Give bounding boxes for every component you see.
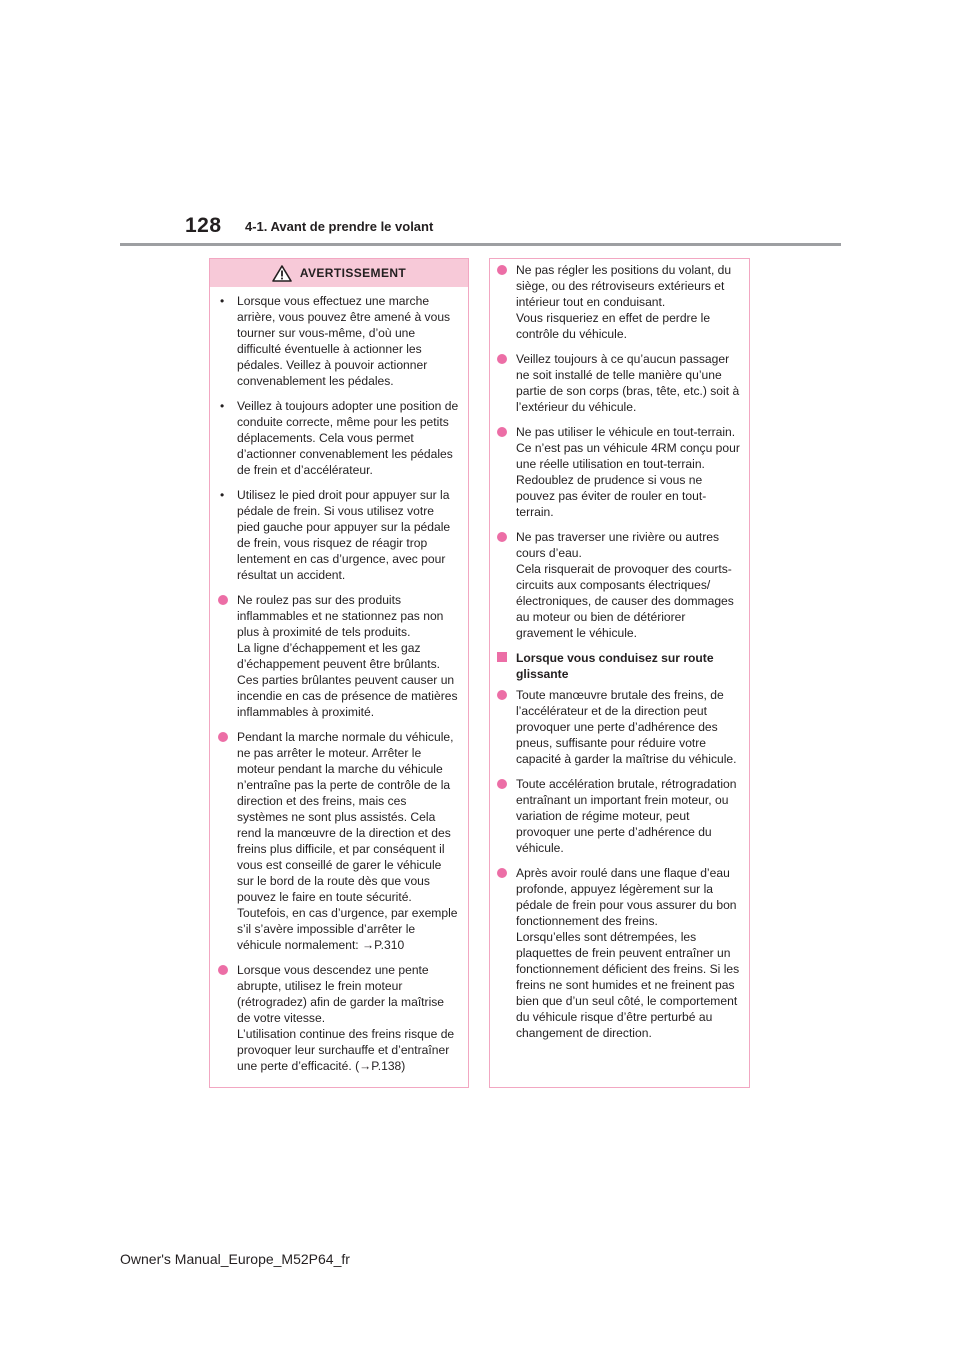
- list-item: [218, 962, 460, 1074]
- item-text: Après avoir roulé dans une flaque d’eau profonde, appuyez légèrement sur la pédale de frein pour vous assurer du bon fonctionnement des freins. Lorsqu’elles sont détrempées, les plaquettes de frein peuvent entraîner un fonctionnement déficient des freins. Si les freins ne sont humides et ne freinent pas bien que d’un seul côté, le comportement du véhicule risque d’être perturbé au changement de direction.: [516, 866, 740, 1040]
- warning-box-right: [489, 258, 750, 1088]
- list-item: [218, 487, 460, 583]
- circle-bullet-icon: [497, 354, 507, 364]
- item-text: Lorsque vous conduisez sur route glissante: [516, 651, 714, 681]
- circle-bullet-icon: [497, 690, 507, 700]
- list-item: [497, 687, 741, 767]
- right-item-list: [490, 259, 749, 1041]
- list-item: [497, 351, 741, 415]
- item-text: Pendant la marche normale du véhicule, ne pas arrêter le moteur. Arrêter le moteur pendant la marche du véhicule n’entraîne pas la perte de contrôle de la direction et des freins, mais ces systèmes ne sont plus assistés. Cela rend la manœuvre de la direction et des freins plus difficile, et par conséquent il vous est conseillé de garer le véhicule sur le bord de la route dès que vous pouvez le faire en toute sécurité. Toutefois, en cas d’urgence, par exemple s’il s’avère impossible d’arrêter le véhicule normalement: →P.310: [237, 730, 458, 952]
- bullet-icon: •: [220, 399, 225, 413]
- item-text: Veillez toujours à ce qu’aucun passager ne soit installé de telle manière qu’une partie de son corps (bras, tête, etc.) soit à l’extérieur du véhicule.: [516, 352, 740, 414]
- warning-triangle-icon: [272, 265, 292, 282]
- circle-bullet-icon: [218, 595, 228, 605]
- item-text: Lorsque vous descendez une pente abrupte, utilisez le frein moteur (rétrogradez) afin de garder la maîtrise de votre vitesse. L’utilisation continue des freins risque de provoquer leur surchauffe et d’entraîner une perte d’efficacité. (→P.138): [237, 963, 455, 1073]
- list-item: [497, 865, 741, 1041]
- item-text: Ne pas utiliser le véhicule en tout-terrain. Ce n’est pas un véhicule 4RM conçu pour une réelle utilisation en tout-terrain. Redoublez de prudence si vous ne pouvez pas éviter de rouler en tout-terrain.: [516, 425, 740, 519]
- circle-bullet-icon: [497, 868, 507, 878]
- circle-bullet-icon: [497, 779, 507, 789]
- list-item: [218, 729, 460, 953]
- circle-bullet-icon: [497, 265, 507, 275]
- square-bullet-icon: [497, 652, 507, 662]
- circle-bullet-icon: [218, 965, 228, 975]
- item-text: Veillez à toujours adopter une position de conduite correcte, même pour les petits déplacements. Cela vous permet d’actionner convenablement les pédales de frein et d’accélérateur.: [237, 399, 459, 477]
- item-text: Lorsque vous effectuez une marche arrière, vous pouvez être amené à vous tourner sur vous-même, d’où une difficulté éventuelle à actionner les pédales. Veillez à pouvoir actionner convenablement les pédales.: [237, 294, 451, 388]
- warning-title: AVERTISSEMENT: [299, 266, 407, 280]
- list-item: [218, 592, 460, 720]
- list-item: [497, 424, 741, 520]
- bullet-icon: •: [220, 488, 225, 502]
- warning-box-left: [209, 258, 469, 1088]
- circle-bullet-icon: [497, 427, 507, 437]
- list-item: [218, 398, 460, 478]
- list-item: [497, 776, 741, 856]
- item-text: Toute accélération brutale, rétrogradation entraînant un important frein moteur, ou variation de régime moteur, peut provoquer une perte d’adhérence du véhicule.: [516, 777, 737, 855]
- bullet-icon: •: [220, 294, 225, 308]
- circle-bullet-icon: [497, 532, 507, 542]
- page-number: 128: [185, 214, 222, 237]
- item-text: Toute manœuvre brutale des freins, de l’accélérateur et de la direction peut provoquer une perte d’adhérence des pneus, suffisante pour réduire votre capacité à garder la maîtrise du véhicule.: [516, 688, 737, 766]
- header-rule: [120, 243, 841, 246]
- item-text: Utilisez le pied droit pour appuyer sur la pédale de frein. Si vous utilisez votre pied gauche pour appuyer sur la pédale de frein, vous risquez de réagir trop lentement en cas d’urgence, avec pour résultat un accident.: [237, 488, 451, 582]
- list-item: [497, 529, 741, 641]
- footer-text: Owner's Manual_Europe_M52P64_fr: [120, 1251, 350, 1267]
- list-item: [218, 293, 460, 389]
- warning-header: [210, 259, 468, 287]
- item-text: Ne pas traverser une rivière ou autres cours d’eau. Cela risquerait de provoquer des courts-circuits aux composants électriques/électroniques, de causer des dommages au moteur ou bien de détériorer gravement le véhicule.: [516, 530, 734, 640]
- circle-bullet-icon: [218, 732, 228, 742]
- section-title: 4-1. Avant de prendre le volant: [245, 219, 434, 234]
- item-text: Ne roulez pas sur des produits inflammables et ne stationnez pas non plus à proximité de tels produits. La ligne d’échappement et les gaz d’échappement peuvent être brûlants. Ces parties brûlantes peuvent causer un incendie en cas de présence de matières inflammables à proximité.: [237, 593, 458, 719]
- left-item-list: [210, 287, 468, 1074]
- item-text: Ne pas régler les positions du volant, du siège, ou des rétroviseurs extérieurs et intérieur tout en conduisant. Vous risqueriez en effet de perdre le contrôle du véhicule.: [516, 263, 732, 341]
- list-item: [497, 262, 741, 342]
- sub-heading: [497, 650, 741, 682]
